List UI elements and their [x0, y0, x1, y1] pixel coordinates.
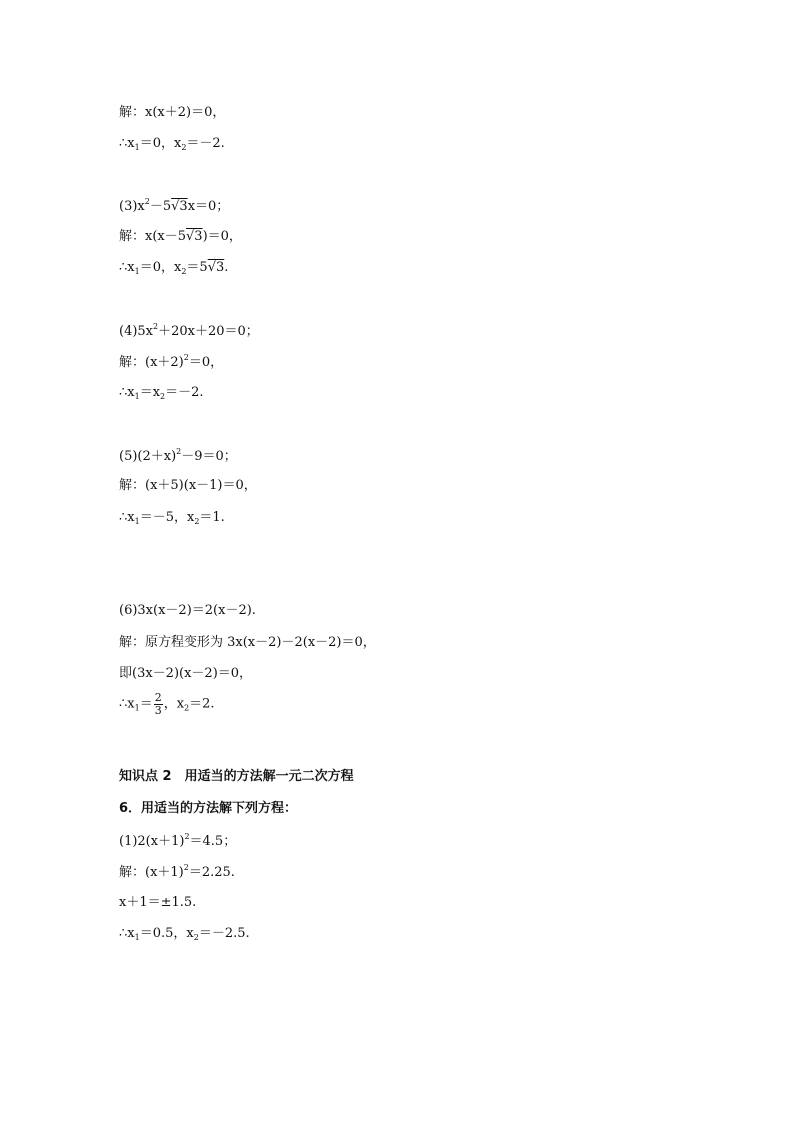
text: ＝0，x — [139, 136, 182, 151]
text: ＝2.25. — [188, 865, 235, 880]
radical: √3 — [171, 199, 188, 214]
superscript: 2 — [144, 197, 150, 206]
text: 知识点 2 用适当的方法解一元二次方程 — [119, 769, 354, 784]
text: 解：(x＋2) — [119, 355, 184, 370]
text: (4)5x — [119, 324, 154, 339]
result-line — [119, 692, 215, 716]
subscript: 2 — [184, 703, 190, 713]
superscript: 2 — [153, 322, 159, 331]
subscript: 1 — [134, 143, 140, 152]
text: ＝5 — [186, 260, 208, 275]
text: ＝0， — [188, 355, 224, 370]
text: ∴x — [119, 510, 135, 525]
subscript: 1 — [134, 392, 140, 401]
text: x＝0； — [187, 199, 230, 214]
solution-line — [119, 479, 257, 492]
superscript: 2 — [183, 863, 189, 872]
text: ＝－2. — [165, 385, 204, 400]
text: 解：x(x＋2)＝0， — [119, 105, 226, 120]
text: ∴x — [119, 926, 135, 941]
superscript: 2 — [183, 353, 189, 362]
subscript: 2 — [193, 933, 199, 942]
text: ＝－5，x — [139, 510, 195, 525]
text: ＋20x＋20＝0； — [158, 324, 259, 339]
solution-line — [119, 896, 196, 909]
solution-line — [119, 106, 225, 119]
problem-3 — [119, 198, 229, 213]
superscript: 2 — [184, 832, 190, 841]
text: ＝4.5； — [189, 834, 237, 849]
superscript: 2 — [176, 447, 182, 456]
text: ＝1. — [199, 510, 225, 525]
solution-line — [119, 667, 252, 680]
problem-6-1 — [119, 833, 236, 848]
text: 解：x(x－5 — [119, 229, 187, 244]
text: 6．用适当的方法解下列方程： — [119, 801, 298, 816]
problem-5 — [119, 448, 237, 463]
text: ＝2. — [189, 696, 215, 712]
fraction — [154, 692, 163, 716]
text: (1)2(x＋1) — [119, 834, 185, 849]
solution-line — [119, 354, 223, 369]
text: ＝ — [139, 696, 153, 712]
text: ＝－2. — [186, 136, 225, 151]
subscript: 1 — [134, 517, 140, 526]
text: ∴x — [119, 136, 135, 151]
text: ∴x — [119, 696, 135, 712]
section-title — [119, 770, 354, 783]
result-line — [119, 511, 225, 526]
subscript: 1 — [134, 703, 140, 713]
subscript: 2 — [181, 143, 187, 152]
subscript: 1 — [134, 267, 140, 276]
text: ∴x — [119, 260, 135, 275]
result-line — [119, 386, 204, 401]
text: x＋1＝±1.5. — [119, 895, 197, 910]
denominator: 3 — [154, 703, 162, 717]
text: . — [224, 260, 229, 275]
text: (3)x — [119, 199, 145, 214]
subscript: 2 — [194, 517, 200, 526]
subscript: 2 — [160, 392, 166, 401]
text: ，x — [163, 696, 185, 712]
radical: √3 — [207, 260, 225, 275]
subscript: 1 — [134, 933, 140, 942]
result-line — [119, 137, 225, 152]
text: －9＝0； — [181, 449, 237, 464]
text: 解：(x＋5)(x－1)＝0， — [119, 478, 257, 493]
text: 解：(x＋1) — [119, 865, 184, 880]
text: 解：原方程变形为 3x(x－2)－2(x－2)＝0， — [119, 635, 376, 650]
text: ∴x — [119, 385, 135, 400]
solution-line — [119, 230, 242, 243]
text: 即(3x－2)(x－2)＝0， — [119, 666, 253, 681]
text: ＝0，x — [139, 260, 182, 275]
text: ＝x — [139, 385, 161, 400]
text: (5)(2＋x) — [119, 449, 177, 464]
text: (6)3x(x－2)＝2(x－2). — [119, 603, 256, 618]
solution-line — [119, 636, 376, 649]
problem-6 — [119, 604, 256, 617]
subscript: 2 — [181, 267, 187, 276]
question-6 — [119, 802, 297, 815]
text: ＝0.5，x — [139, 926, 194, 941]
result-line — [119, 927, 250, 942]
radical: √3 — [186, 229, 203, 244]
text: )＝0， — [202, 229, 242, 244]
solution-line — [119, 864, 235, 879]
text: ＝－2.5. — [198, 926, 250, 941]
result-line — [119, 261, 228, 276]
problem-4 — [119, 323, 259, 338]
numerator: 2 — [154, 691, 162, 704]
text: －5 — [149, 199, 172, 214]
